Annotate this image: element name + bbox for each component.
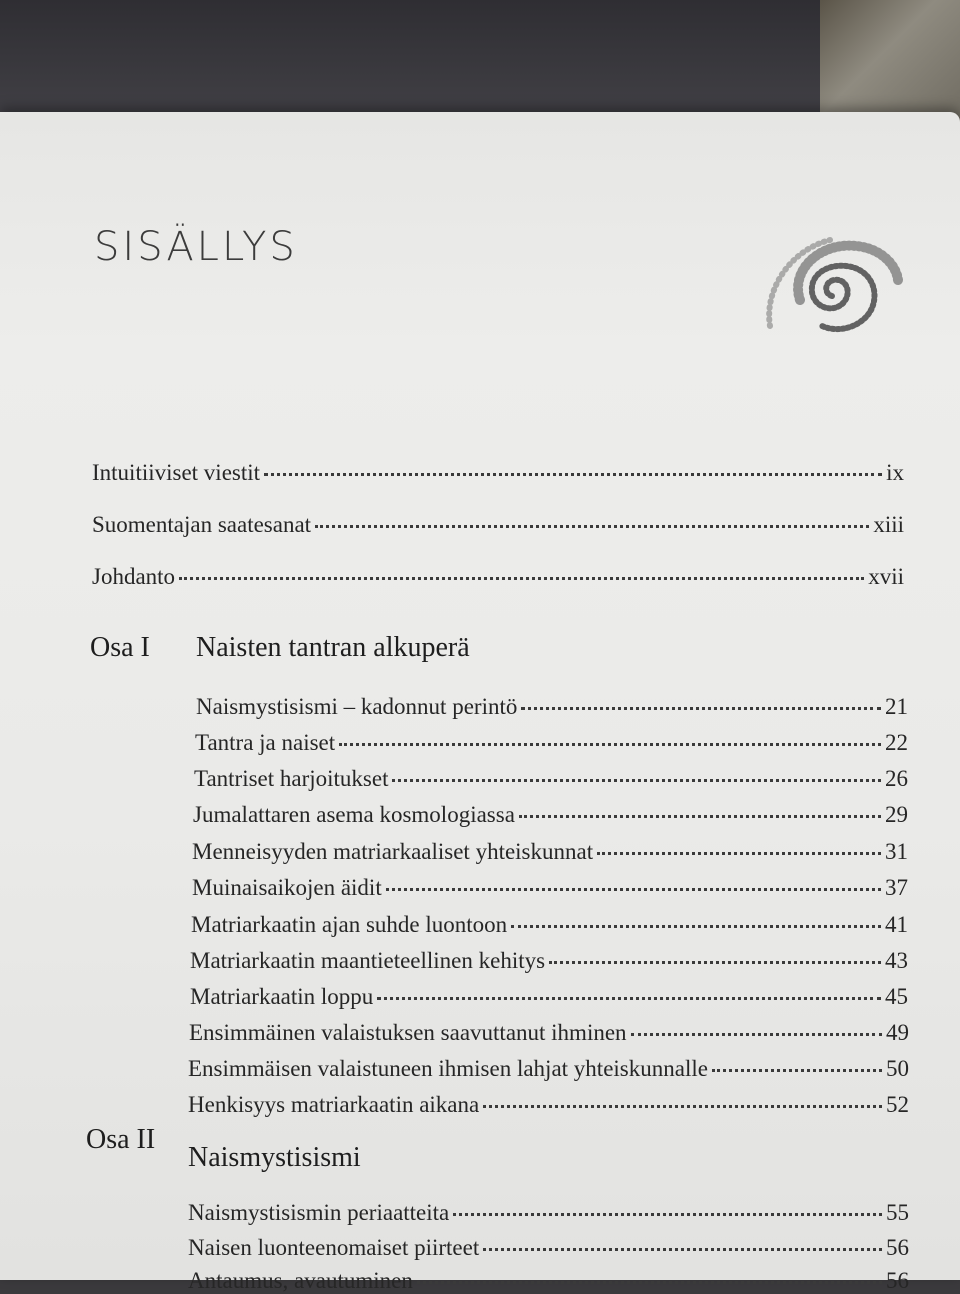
toc-page-number: 56 xyxy=(886,1268,909,1293)
toc-entry xyxy=(188,1229,909,1261)
toc-entry xyxy=(190,978,908,1010)
toc-page-number: 55 xyxy=(886,1200,909,1225)
toc-entry xyxy=(188,1050,909,1082)
part-title: Naisten tantran alkuperä xyxy=(196,632,470,663)
toc-label: Naismystisismi – kadonnut perintö xyxy=(196,694,518,719)
leader-dots xyxy=(519,792,881,818)
toc-page-number: 21 xyxy=(885,694,908,719)
toc-page-number: 31 xyxy=(885,839,908,864)
toc-label: Tantra ja naiset xyxy=(195,730,336,755)
toc-label: Naismystisismin periaatteita xyxy=(188,1200,450,1225)
toc-page-number: 29 xyxy=(885,802,908,827)
toc-page-number: 49 xyxy=(886,1020,909,1045)
toc-entry xyxy=(194,760,908,792)
toc-label: Suomentajan saatesanat xyxy=(92,512,312,537)
spiral-ornament-icon xyxy=(760,230,910,350)
toc-label: Johdanto xyxy=(92,564,176,589)
part-title: Naismystisismi xyxy=(188,1142,361,1173)
leader-dots xyxy=(392,756,881,782)
toc-page-number: xvii xyxy=(868,564,904,589)
toc-page-number: 37 xyxy=(885,875,908,900)
toc-page-number: 43 xyxy=(885,948,908,973)
toc-front-item xyxy=(92,454,904,486)
toc-label: Matriarkaatin maantieteellinen kehitys xyxy=(190,948,546,973)
toc-page-number: 41 xyxy=(885,912,908,937)
leader-dots xyxy=(483,1082,882,1108)
toc-label: Naisen luonteenomaiset piirteet xyxy=(188,1235,480,1260)
page-title: SISÄLLYS xyxy=(94,224,298,270)
toc-label: Intuitiiviset viestit xyxy=(92,460,261,485)
toc-label: Ensimmäisen valaistuneen ihmisen lahjat yhteiskunnalle xyxy=(188,1056,708,1081)
toc-label: Ensimmäinen valaistuksen saavuttanut ihminen xyxy=(189,1020,627,1045)
leader-dots xyxy=(453,1190,882,1216)
toc-entry xyxy=(190,942,908,974)
toc-page-number: 45 xyxy=(885,984,908,1009)
toc-entry xyxy=(192,869,908,901)
toc-label: Antaumus, avautuminen xyxy=(188,1268,413,1293)
leader-dots xyxy=(712,1046,882,1072)
toc-label: Muinaisaikojen äidit xyxy=(192,875,382,900)
leader-dots xyxy=(386,865,881,891)
leader-dots xyxy=(339,720,881,746)
toc-label: Jumalattaren asema kosmologiassa xyxy=(193,802,515,827)
book-page xyxy=(0,112,960,1293)
toc-page-number: 56 xyxy=(886,1235,909,1260)
leader-dots xyxy=(631,1010,882,1036)
toc-entry xyxy=(188,1086,909,1118)
leader-dots xyxy=(597,829,881,855)
leader-dots xyxy=(511,902,881,928)
part-number: Osa II xyxy=(86,1124,156,1155)
toc-page-number: 22 xyxy=(885,730,908,755)
part-number: Osa I xyxy=(90,632,150,663)
toc-label: Menneisyyden matriarkaaliset yhteiskunnat xyxy=(192,839,594,864)
leader-dots xyxy=(417,1258,882,1284)
toc-entry xyxy=(195,724,908,756)
toc-label: Tantriset harjoitukset xyxy=(194,766,389,791)
toc-page-number: 26 xyxy=(885,766,908,791)
leader-dots xyxy=(483,1225,882,1251)
leader-dots xyxy=(315,502,869,528)
toc-entry xyxy=(192,833,908,865)
toc-label: Henkisyys matriarkaatin aikana xyxy=(188,1092,480,1117)
toc-page-number: 50 xyxy=(886,1056,909,1081)
toc-entry xyxy=(191,906,908,938)
toc-label: Matriarkaatin ajan suhde luontoon xyxy=(191,912,508,937)
toc-front-item xyxy=(92,506,904,538)
toc-label: Matriarkaatin loppu xyxy=(190,984,374,1009)
toc-entry xyxy=(188,1262,909,1294)
toc-entry xyxy=(189,1014,909,1046)
toc-entry xyxy=(188,1194,909,1226)
leader-dots xyxy=(549,938,881,964)
toc-page-number: xiii xyxy=(873,512,904,537)
toc-front-item xyxy=(92,558,904,590)
leader-dots xyxy=(264,450,882,476)
toc-entry xyxy=(193,796,908,828)
toc-page-number: 52 xyxy=(886,1092,909,1117)
leader-dots xyxy=(521,684,881,710)
leader-dots xyxy=(179,554,864,580)
toc-page-number: ix xyxy=(886,460,904,485)
toc-entry xyxy=(196,688,908,720)
leader-dots xyxy=(377,974,881,1000)
